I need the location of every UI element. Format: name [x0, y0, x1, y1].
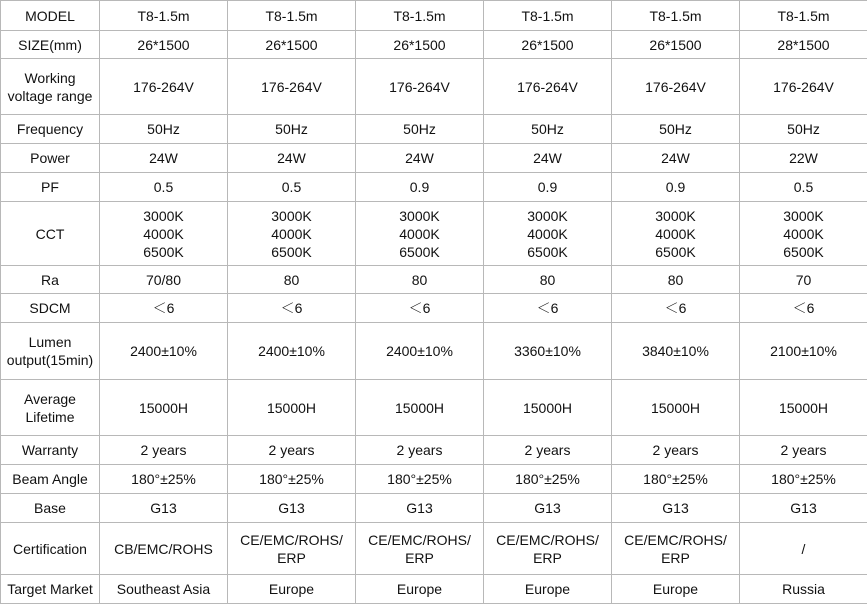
table-cell: 3360±10%: [484, 323, 612, 380]
table-cell: G13: [100, 494, 228, 523]
table-cell: 50Hz: [100, 115, 228, 144]
table-cell: 176-264V: [612, 59, 740, 115]
table-cell: 50Hz: [484, 115, 612, 144]
table-cell: CB/EMC/ROHS: [100, 523, 228, 575]
row-label: SIZE(mm): [1, 31, 100, 59]
table-cell: 0.5: [100, 173, 228, 202]
table-cell: 80: [612, 266, 740, 294]
row-label: Warranty: [1, 436, 100, 465]
table-cell: 3000K 4000K 6500K: [612, 202, 740, 266]
table-row: [1, 115, 867, 144]
table-cell: G13: [740, 494, 867, 523]
row-label: Average Lifetime: [1, 380, 100, 436]
table-cell: T8-1.5m: [100, 1, 228, 31]
table-cell: 176-264V: [100, 59, 228, 115]
table-cell: Russia: [740, 575, 867, 604]
row-label: MODEL: [1, 1, 100, 31]
table-row: [1, 523, 867, 575]
table-cell: 176-264V: [356, 59, 484, 115]
table-cell: 24W: [228, 144, 356, 173]
table-row: [1, 323, 867, 380]
table-cell: CE/EMC/ROHS/ ERP: [356, 523, 484, 575]
table-cell: 2400±10%: [100, 323, 228, 380]
table-cell: 80: [228, 266, 356, 294]
row-label: Working voltage range: [1, 59, 100, 115]
table-cell: 26*1500: [100, 31, 228, 59]
table-cell: G13: [356, 494, 484, 523]
table-row: [1, 266, 867, 294]
table-cell: 26*1500: [228, 31, 356, 59]
table-cell: 180°±25%: [356, 465, 484, 494]
table-row: [1, 380, 867, 436]
table-cell: ＜6: [100, 294, 228, 323]
table-cell: 28*1500: [740, 31, 867, 59]
table-cell: T8-1.5m: [612, 1, 740, 31]
table-cell: 15000H: [740, 380, 867, 436]
table-cell: 2 years: [100, 436, 228, 465]
table-cell: 180°±25%: [484, 465, 612, 494]
table-cell: 180°±25%: [740, 465, 867, 494]
table-cell: 2 years: [740, 436, 867, 465]
table-cell: 2 years: [612, 436, 740, 465]
table-row: [1, 294, 867, 323]
table-cell: 3840±10%: [612, 323, 740, 380]
table-cell: 15000H: [484, 380, 612, 436]
table-cell: T8-1.5m: [356, 1, 484, 31]
table-cell: 50Hz: [612, 115, 740, 144]
table-cell: ＜6: [228, 294, 356, 323]
table-cell: 3000K 4000K 6500K: [356, 202, 484, 266]
table-cell: Europe: [356, 575, 484, 604]
row-label: Target Market: [1, 575, 100, 604]
table-cell: 3000K 4000K 6500K: [228, 202, 356, 266]
table-cell: 24W: [484, 144, 612, 173]
row-label: Frequency: [1, 115, 100, 144]
table-cell: CE/EMC/ROHS/ ERP: [612, 523, 740, 575]
table-cell: 0.5: [228, 173, 356, 202]
table-cell: CE/EMC/ROHS/ ERP: [228, 523, 356, 575]
table-cell: G13: [484, 494, 612, 523]
table-row: [1, 465, 867, 494]
table-cell: 0.5: [740, 173, 867, 202]
table-cell: 26*1500: [484, 31, 612, 59]
table-cell: CE/EMC/ROHS/ ERP: [484, 523, 612, 575]
row-label: Certification: [1, 523, 100, 575]
table-cell: 180°±25%: [100, 465, 228, 494]
row-label: Power: [1, 144, 100, 173]
table-cell: 15000H: [228, 380, 356, 436]
table-cell: 15000H: [356, 380, 484, 436]
table-cell: Europe: [612, 575, 740, 604]
table-cell: 80: [484, 266, 612, 294]
table-row: [1, 436, 867, 465]
table-cell: 50Hz: [228, 115, 356, 144]
table-cell: T8-1.5m: [228, 1, 356, 31]
row-label: PF: [1, 173, 100, 202]
table-cell: ＜6: [740, 294, 867, 323]
table-cell: 0.9: [484, 173, 612, 202]
table-cell: Southeast Asia: [100, 575, 228, 604]
table-row: [1, 31, 867, 59]
row-label: Ra: [1, 266, 100, 294]
table-cell: 15000H: [100, 380, 228, 436]
row-label: Beam Angle: [1, 465, 100, 494]
table-cell: 2400±10%: [356, 323, 484, 380]
row-label: SDCM: [1, 294, 100, 323]
table-cell: 50Hz: [356, 115, 484, 144]
table-cell: 80: [356, 266, 484, 294]
table-cell: 70/80: [100, 266, 228, 294]
table-cell: 176-264V: [484, 59, 612, 115]
table-cell: 22W: [740, 144, 867, 173]
table-cell: 2100±10%: [740, 323, 867, 380]
table-cell: T8-1.5m: [484, 1, 612, 31]
table-cell: 3000K 4000K 6500K: [100, 202, 228, 266]
row-label: Lumen output(15min): [1, 323, 100, 380]
table-cell: 2 years: [228, 436, 356, 465]
table-row: [1, 494, 867, 523]
table-cell: 180°±25%: [612, 465, 740, 494]
table-cell: 50Hz: [740, 115, 867, 144]
table-cell: ＜6: [484, 294, 612, 323]
table-cell: 3000K 4000K 6500K: [740, 202, 867, 266]
table-row: [1, 202, 867, 266]
table-cell: G13: [612, 494, 740, 523]
table-cell: Europe: [228, 575, 356, 604]
table-row: [1, 575, 867, 604]
table-cell: G13: [228, 494, 356, 523]
table-cell: ＜6: [612, 294, 740, 323]
table-cell: 180°±25%: [228, 465, 356, 494]
table-row: [1, 59, 867, 115]
table-cell: 176-264V: [228, 59, 356, 115]
table-cell: 2 years: [356, 436, 484, 465]
table-cell: 70: [740, 266, 867, 294]
table-cell: 0.9: [356, 173, 484, 202]
table-row: [1, 173, 867, 202]
table-cell: 176-264V: [740, 59, 867, 115]
table-cell: 2 years: [484, 436, 612, 465]
table-cell: Europe: [484, 575, 612, 604]
table-cell: 26*1500: [612, 31, 740, 59]
table-cell: 24W: [100, 144, 228, 173]
table-cell: 15000H: [612, 380, 740, 436]
table-cell: 26*1500: [356, 31, 484, 59]
table-cell: ＜6: [356, 294, 484, 323]
table-cell: 24W: [612, 144, 740, 173]
table-row: [1, 144, 867, 173]
table-cell: T8-1.5m: [740, 1, 867, 31]
table-cell: /: [740, 523, 867, 575]
row-label: CCT: [1, 202, 100, 266]
table-cell: 2400±10%: [228, 323, 356, 380]
table-cell: 3000K 4000K 6500K: [484, 202, 612, 266]
row-label: Base: [1, 494, 100, 523]
spec-table-body: [1, 1, 867, 604]
table-cell: 24W: [356, 144, 484, 173]
table-cell: 0.9: [612, 173, 740, 202]
table-row: [1, 1, 867, 31]
